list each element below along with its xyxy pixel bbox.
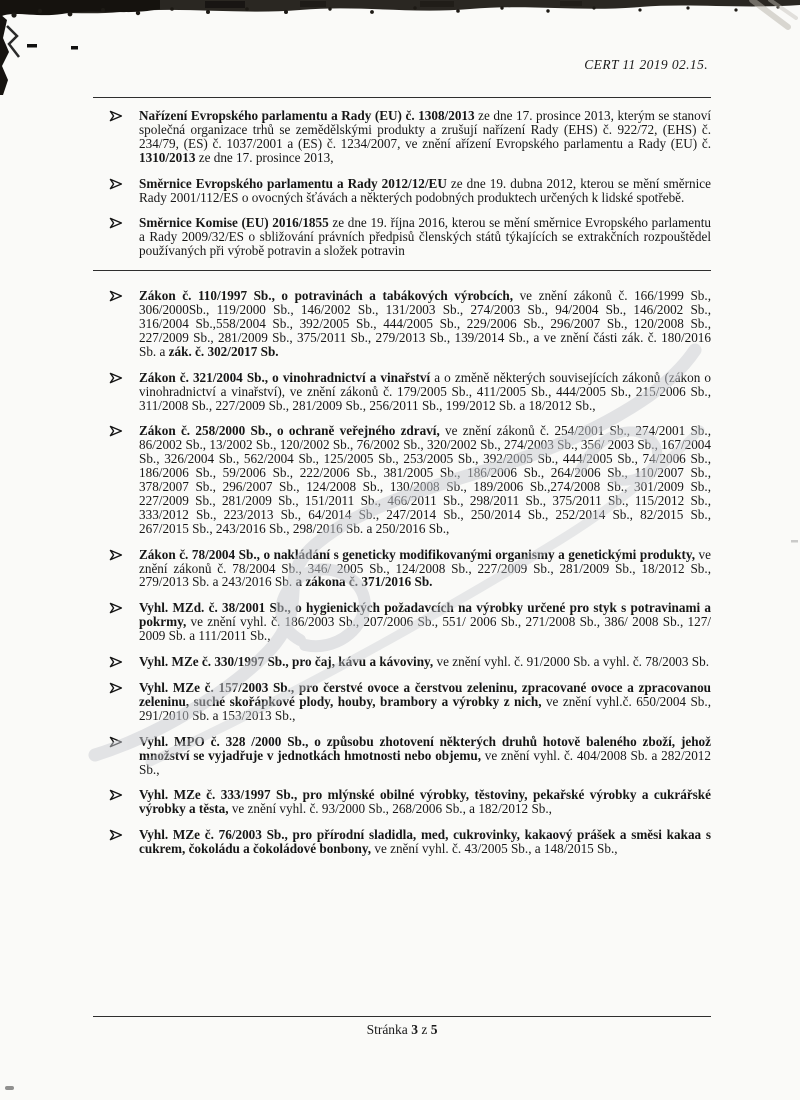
text-run: ze dne 19. října 2016, kterou se mění směrnice Evropského parlamentu a Rady 2009/32/ES o sbližování právních předpisů členských států týkajících se extrakčních rozpouštědel používaných při výrobě potravin a složek potravin [139,215,711,259]
list-item [93,109,711,165]
bold-text-run: Vyhl. MZe č. 333/1997 Sb., pro mlýnské obilné výrobky, těstoviny, pekařské výrobky a cukrářské výrobky a těsta, [139,787,711,817]
bold-text-run: Zákon č. 78/2004 Sb., o nakládání s geneticky modifikovanými organismy a genetickými produkty, [139,546,695,562]
bold-text-run: Nařízení Evropského parlamentu a Rady (EU) č. 1308/2013 [139,108,475,123]
list-item-text [139,423,711,535]
page-number [93,1022,711,1038]
divider-top [93,97,711,98]
list-item [93,289,711,359]
bold-text-run: 3 [411,1022,418,1037]
bold-text-run: Vyhl. MZe č. 157/2003 Sb., pro čerstvé ovoce a čerstvou zeleninu, zpracované ovoce a zpracovanou zeleninu, suché skořápkové plody, houby, brambory a výrobky z nich, [139,680,711,709]
list-item-text [139,680,711,723]
bold-text-run: Vyhl. MPO č. 328 /2000 Sb., o způsobu zhotovení některých druhů hotově baleného zboží, jehož množství se vyjadřuje v jednotkách hmotnosti nebo objemu, [139,733,711,763]
arrow-bullet-icon [109,372,123,384]
page-footer [93,1016,711,1038]
text-run: ve znění vyhl. č. 186/2003 Sb., 207/2006 Sb., 551/ 2006 Sb., 271/2008 Sb., 386/ 2008 Sb., 127/ 2009 Sb. a 111/2011 Sb., [139,614,711,644]
text-run: z [417,1022,431,1037]
text-run: a o změně některých souvisejících zákonů (zákon o vinohradnictví a vinařství), ve znění zákonů č. 179/2005 Sb., 411/2005 Sb., 444/2005 Sb., 215/2006 Sb., 311/2008 Sb., 227/2009 Sb., 281/2009 Sb., 256/2011 Sb., 199/2012 Sb. a 18/2012 Sb., [139,369,711,413]
bold-text-run: 1310/2013 [139,149,196,165]
arrow-bullet-icon [109,829,123,841]
bold-text-run: Směrnice Evropského parlamentu a Rady 2012/12/EU [139,175,447,191]
list-item-text [139,215,711,258]
eu-legislation-list [93,109,711,258]
divider-middle [93,270,711,271]
bold-text-run: Zákon č. 321/2004 Sb., o vinohradnictví a vinařství [139,369,431,385]
list-item-text [139,734,711,777]
arrow-bullet-icon [109,217,123,229]
text-run: ve znění vyhl. č. 404/2008 Sb. a 282/2012 Sb., [139,747,711,777]
list-item [93,548,711,590]
arrow-bullet-icon [109,602,123,614]
arrow-bullet-icon [109,290,123,302]
list-item-text [139,547,711,590]
arrow-bullet-icon [109,110,123,122]
list-item [93,216,711,258]
list-item-text [139,654,709,669]
list-item-text [139,787,711,816]
list-item [93,601,711,643]
list-item [93,735,711,777]
list-item-text [139,176,711,205]
arrow-bullet-icon [109,682,123,694]
bold-text-run: Zákon č. 258/2000 Sb., o ochraně veřejného zdraví, [139,423,440,439]
doc-code: CERT 11 2019 02.15. [584,57,708,72]
text-run: ze dne 17. prosince 2013, [195,149,334,165]
text-run: ze dne 19. dubna 2012, kterou se mění směrnice Rady 2001/112/ES o ovocných šťávách a některých podobných produktech určených k lidské spotřebě. [139,175,711,205]
arrow-bullet-icon [109,549,123,561]
arrow-bullet-icon [109,656,123,668]
bold-text-run: Vyhl. MZe č. 330/1997 Sb., pro čaj, kávu a kávoviny, [139,654,434,670]
text-run: ve znění zákonů č. 254/2001 Sb., 274/2001 Sb., 86/2002 Sb., 13/2002 Sb., 120/2002 Sb., 76/2002 Sb., 320/2002 Sb., 274/2003 Sb., 356/ 2003 Sb., 167/2004 Sb., 326/2004 Sb., 562/2004 Sb., 125/2005 Sb., 253/2005 Sb., 392/2005 Sb., 444/2005 Sb., 74/2006 Sb., 186/2006 Sb., 59/2006 Sb., 222/2006 Sb., 381/2005 Sb., 186/2006 Sb., 264/2006 Sb., 110/2007 Sb., 378/2007 Sb., 296/2007 Sb., 124/2008 Sb., 130/2008 Sb., 189/2006 Sb.,274/2008 Sb., 301/2009 Sb., 227/2009 Sb., 281/2009 Sb., 151/2011 Sb., 466/2011 Sb., 298/2011 Sb., 375/2011 Sb., 115/2012 Sb., 333/2012 Sb., 223/2013 Sb., 64/2014 Sb., 247/2014 Sb., 250/2014 Sb., 252/2014 Sb., 82/2015 Sb., 267/2015 Sb., 243/2016 Sb., 298/2016 Sb. a 250/2016 Sb., [139,423,711,536]
bold-text-run: Zákon č. 110/1997 Sb., o potravinách a tabákových výrobcích, [139,288,513,304]
text-run: ve znění vyhl. č. 91/2000 Sb. a vyhl. č. 78/2003 Sb. [433,654,710,670]
list-item-text [139,108,711,165]
list-item [93,371,711,413]
text-run: ve znění vyhl. č. 93/2000 Sb., 268/2006 Sb., a 182/2012 Sb., [228,801,552,817]
text-run: ve znění vyhl.č. 650/2004 Sb., 291/2010 Sb. a 153/2013 Sb., [139,693,711,723]
text-run: Stránka [366,1022,412,1037]
bold-text-run: a zákona č. 371/2016 Sb. [295,574,433,590]
national-legislation-list [93,289,711,856]
list-item [93,828,711,856]
footer-divider [93,1016,711,1017]
list-item [93,681,711,723]
list-item [93,788,711,816]
list-item [93,177,711,205]
bold-text-run: zák. č. 302/2017 Sb. [168,343,279,359]
arrow-bullet-icon [109,425,123,437]
list-item [93,655,711,669]
bold-text-run: Vyhl. MZd. č. 38/2001 Sb., o hygienických požadavcích na výrobky určené pro styk s potravinami a pokrmy, [139,600,711,630]
text-run: ve znění vyhl. č. 43/2005 Sb., a 148/2015 Sb., [371,841,618,857]
list-item-text [139,827,711,856]
list-item-text [139,600,711,643]
bold-text-run: 5 [430,1022,438,1037]
arrow-bullet-icon [109,736,123,748]
text-run: ve znění zákonů č. 166/1999 Sb., 306/2000Sb., 119/2000 Sb., 146/2002 Sb., 131/2003 Sb., 274/2003 Sb., 94/2004 Sb., 146/2002 Sb., 316/2004 Sb.,558/2004 Sb., 392/2005 Sb., 444/2005 Sb., 229/2006 Sb., 296/2007 Sb., 120/2008 Sb., 227/2009 Sb., 281/2009 Sb., 375/2011 Sb., 279/2013 Sb., 139/2014 Sb., a ve znění části zák. č. 180/2016 Sb. a [139,288,711,359]
bold-text-run: Směrnice Komise (EU) 2016/1855 [139,215,329,231]
arrow-bullet-icon [109,789,123,801]
list-item-text [139,370,711,413]
text-run: ze dne 17. prosince 2013, kterým se stanoví společná organizace trhů se zemědělskými produkty a zrušují nařízení Rady (EHS) č. 922/72, (EHS) č. 234/79, (ES) č. 1037/2001 a (ES) č. 1234/2007, ve znění ařízení Evropského parlamentu a Rady (EU) č. [139,108,712,151]
list-item-text [139,288,711,359]
list-item [93,424,711,535]
document-content [93,97,711,868]
arrow-bullet-icon [109,178,123,190]
bold-text-run: Vyhl. MZe č. 76/2003 Sb., pro přírodní sladidla, med, cukrovinky, kakaový prášek a směsi kakaa s cukrem, čokoládu a čokoládové bonbony, [139,827,711,857]
text-run: ve znění zákonů č. 78/2004 Sb., 346/ 2005 Sb., 124/2008 Sb., 227/2009 Sb., 281/2009 Sb., 18/2012 Sb., 279/2013 Sb. a 243/2016 Sb. [139,546,711,590]
